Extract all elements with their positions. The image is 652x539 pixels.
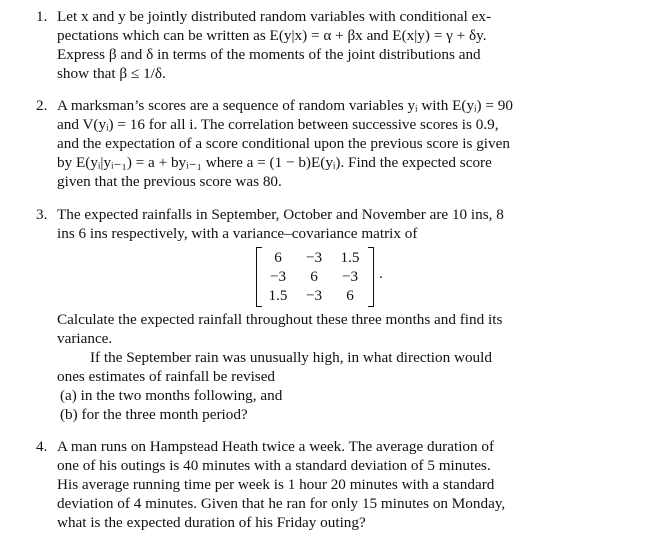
matrix-cell: −3: [341, 268, 359, 285]
problem-2-number: 2.: [36, 97, 48, 114]
matrix-cell: 6: [310, 268, 318, 285]
problem-3-line-4: variance.: [57, 330, 113, 347]
problem-2-line-3: and the expectation of a score conditional upon the previous score is given: [57, 135, 510, 152]
matrix-cell: 6: [346, 287, 354, 304]
problem-3-line-1: The expected rainfalls in September, October and November are 10 ins, 8: [57, 206, 504, 223]
problem-3-line-3: Calculate the expected rainfall throughout these three months and find its: [57, 311, 503, 328]
matrix-cell: −3: [305, 249, 323, 266]
problem-2-line-5: given that the previous score was 80.: [57, 173, 282, 190]
problem-4-line-4: deviation of 4 minutes. Given that he ran for only 15 minutes on Monday,: [57, 495, 506, 512]
problem-4-line-3: His average running time per week is 1 hour 20 minutes with a standard: [57, 476, 495, 493]
problem-1-line-3: Express β and δ in terms of the moments of the joint distributions and: [57, 46, 481, 63]
problem-3-para-line-2: ones estimates of rainfall be revised: [57, 368, 276, 385]
problem-3-item-b: (b) for the three month period?: [60, 406, 248, 423]
problem-3-item-a: (a) in the two months following, and: [60, 387, 283, 404]
matrix-cell: −3: [269, 268, 287, 285]
matrix-cell: 1.5: [340, 249, 360, 266]
problem-1-line-4: show that β ≤ 1/δ.: [57, 65, 166, 82]
covariance-matrix: [256, 247, 374, 305]
matrix-period: .: [379, 265, 383, 282]
problem-4-line-2: one of his outings is 40 minutes with a standard deviation of 5 minutes.: [57, 457, 491, 474]
problem-1-line-2: pectations which can be written as E(y|x) = α + βx and E(x|y) = γ + δy.: [57, 27, 487, 44]
problem-4-number: 4.: [36, 438, 48, 455]
matrix-right-bracket: [368, 247, 374, 307]
problem-4-line-5: what is the expected duration of his Friday outing?: [57, 514, 366, 531]
problem-1-number: 1.: [36, 8, 48, 25]
matrix-cell: −3: [305, 287, 323, 304]
problem-2-line-1: A marksman’s scores are a sequence of random variables yᵢ with E(yᵢ) = 90: [57, 97, 513, 114]
problem-3-line-2: ins 6 ins respectively, with a variance–covariance matrix of: [57, 225, 418, 242]
problem-1-line-1: Let x and y be jointly distributed random variables with conditional ex-: [57, 8, 492, 25]
problem-2-line-4: by E(yᵢ|yᵢ₋₁) = a + byᵢ₋₁ where a = (1 − b)E(yᵢ). Find the expected score: [57, 154, 492, 171]
matrix-cell: 6: [274, 249, 282, 266]
problem-3-number: 3.: [36, 206, 48, 223]
problem-4-line-1: A man runs on Hampstead Heath twice a week. The average duration of: [57, 438, 495, 455]
problem-3-para-line-1: If the September rain was unusually high, in what direction would: [90, 349, 492, 366]
matrix-cell: 1.5: [268, 287, 288, 304]
problem-2-line-2: and V(yᵢ) = 16 for all i. The correlation between successive scores is 0.9,: [57, 116, 499, 133]
